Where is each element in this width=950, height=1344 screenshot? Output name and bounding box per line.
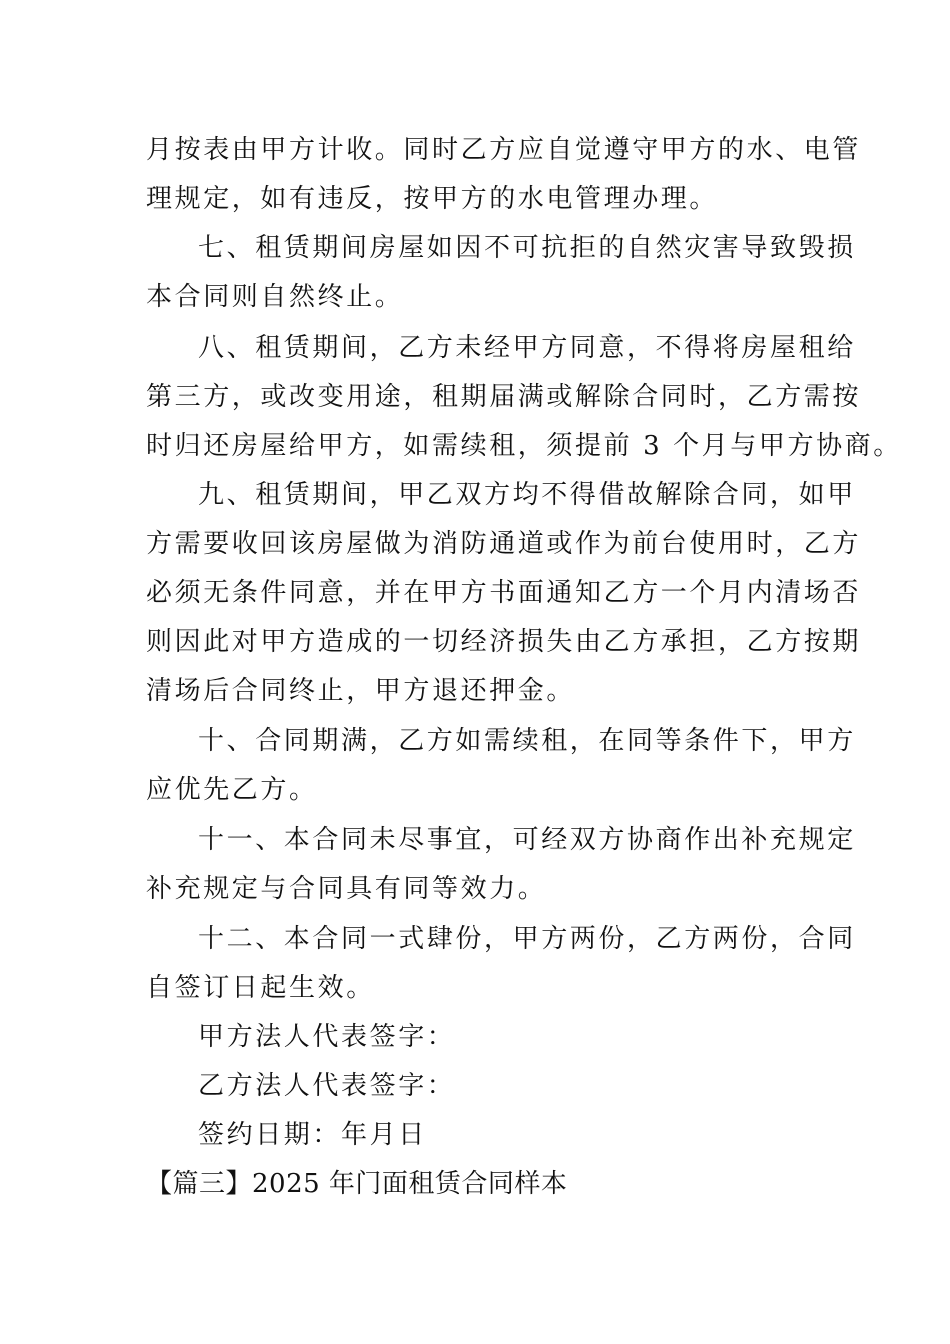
clause-11-line: 补充规定与合同具有同等效力。	[146, 874, 547, 904]
clause-7-line: 本合同则自然终止。	[146, 282, 404, 312]
clause-7-line: 七、租赁期间房屋如因不可抗拒的自然灾害导致毁损	[198, 233, 856, 263]
clause-12-line: 自签订日起生效。	[146, 973, 375, 1003]
clause-9-line: 九、租赁期间，甲乙双方均不得借故解除合同，如甲	[198, 480, 856, 510]
clause-9-line: 方需要收回该房屋做为消防通道或作为前台使用时，乙方	[146, 529, 862, 559]
body-text-line: 理规定，如有违反，按甲方的水电管理办理。	[146, 184, 719, 214]
body-text-line: 月按表由甲方计收。同时乙方应自觉遵守甲方的水、电管	[146, 135, 862, 165]
clause-8-line: 八、租赁期间，乙方未经甲方同意，不得将房屋租给	[198, 333, 856, 363]
clause-9-line: 清场后合同终止，甲方退还押金。	[146, 676, 576, 706]
clause-10-line: 十、合同期满，乙方如需续租，在同等条件下，甲方	[198, 726, 856, 756]
clause-11-line: 十一、本合同未尽事宜，可经双方协商作出补充规定	[198, 825, 856, 855]
clause-12-line: 十二、本合同一式肆份，甲方两份，乙方两份，合同	[198, 924, 856, 954]
clause-9-line: 则因此对甲方造成的一切经济损失由乙方承担，乙方按期	[146, 627, 862, 657]
clause-10-line: 应优先乙方。	[146, 775, 318, 805]
party-a-signature-label: 甲方法人代表签字：	[198, 1022, 456, 1052]
signing-date-label: 签约日期：年月日	[198, 1120, 427, 1150]
section-heading: 【篇三】2025 年门面租赁合同样本	[146, 1169, 568, 1199]
clause-8-line: 第三方，或改变用途，租期届满或解除合同时，乙方需按	[146, 382, 862, 412]
party-b-signature-label: 乙方法人代表签字：	[198, 1071, 456, 1101]
clause-9-line: 必须无条件同意，并在甲方书面通知乙方一个月内清场否	[146, 578, 862, 608]
clause-8-line: 时归还房屋给甲方，如需续租，须提前 3 个月与甲方协商。	[146, 431, 902, 461]
